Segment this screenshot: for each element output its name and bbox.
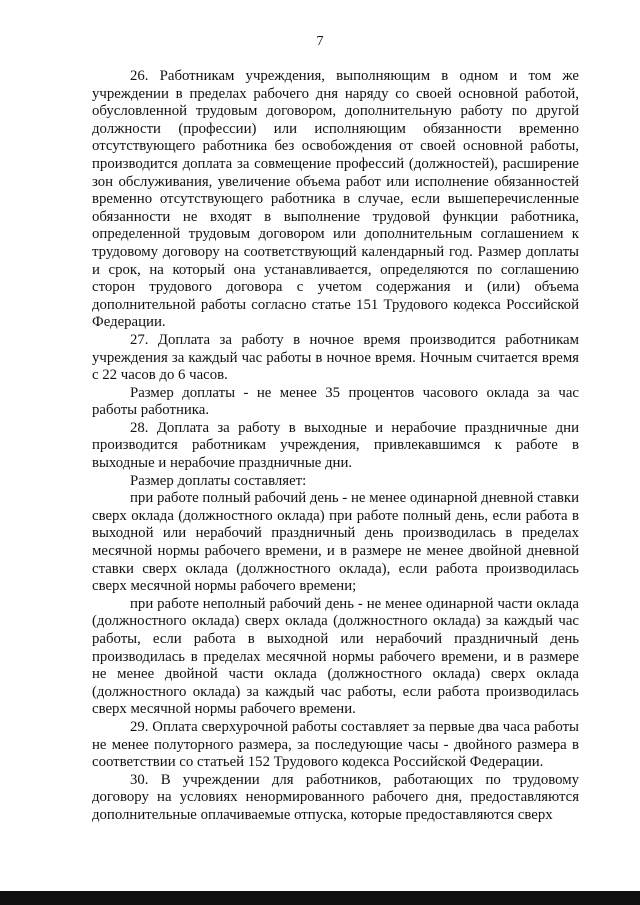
paragraph-28-full-day: при работе полный рабочий день - не менее одинарной дневной ставки сверх оклада (должностного оклада) при работе полный день, если работа в выходной или нерабочий праздничный день производилась в пределах месячной нормы рабочего времени, и в размере не менее двойной дневной ставки сверх оклада (должностного оклада), если работа производилась сверх месячной нормы рабочего времени; bbox=[92, 490, 579, 595]
paragraph-28-part-day: при работе неполный рабочий день - не менее одинарной части оклада (должностного оклада) сверх оклада (должностного оклада) за каждый час работы, если работа в выходной или нерабочий праздничный день производилась в пределах месячной нормы рабочего времени, и в размере не менее двойной части оклада (должностного оклада) сверх оклада (должностного оклада) за каждый час работы, если работа производилась сверх месячной нормы рабочего времени. bbox=[92, 595, 579, 718]
paragraph-28: 28. Доплата за работу в выходные и нерабочие праздничные дни производится работникам учреждения, привлекавшимся к работе в выходные и нерабочие праздничные дни. bbox=[92, 419, 579, 472]
page-number: 7 bbox=[316, 34, 324, 49]
document-body bbox=[92, 68, 579, 825]
paragraph-29: 29. Оплата сверхурочной работы составляет за первые два часа работы не менее полуторного размера, за последующие часы - двойного размера в соответствии со статьей 152 Трудового кодекса Российской Федерации. bbox=[92, 718, 579, 771]
paragraph-27-rate: Размер доплаты - не менее 35 процентов часового оклада за час работы работника. bbox=[92, 384, 579, 419]
paragraph-27: 27. Доплата за работу в ночное время производится работникам учреждения за каждый час работы в ночное время. Ночным считается время с 22 часов до 6 часов. bbox=[92, 331, 579, 384]
paragraph-28-rate-heading: Размер доплаты составляет: bbox=[130, 472, 307, 489]
paragraph-30: 30. В учреждении для работников, работающих по трудовому договору на условиях ненормированного рабочего дня, предоставляются дополнительные оплачиваемые отпуска, которые предоставляются сверх bbox=[92, 771, 579, 823]
scan-edge bbox=[0, 891, 640, 905]
paragraph-26: 26. Работникам учреждения, выполняющим в одном и том же учреждении в пределах рабочего дня наряду со своей основной работой, обусловленной трудовым договором, дополнительную работу по другой должности (профессии) или исполняющим обязанности временно отсутствующего работника без освобождения от своей основной работы, производится доплата за совмещение профессий (должностей), расширение зон обслуживания, увеличение объема работ или исполнение обязанностей временно отсутствующего работника в случае, если вышеперечисленные обязанности не входят в выполнение трудовой функции работника, определенной трудовым договором или дополнительным соглашением к трудовому договору на соответствующий календарный год. Размер доплаты и срок, на который она устанавливается, определяются по соглашению сторон трудового договора с учетом содержания и (или) объема дополнительной работы согласно статье 151 Трудового кодекса Российской Федерации. bbox=[92, 68, 579, 331]
